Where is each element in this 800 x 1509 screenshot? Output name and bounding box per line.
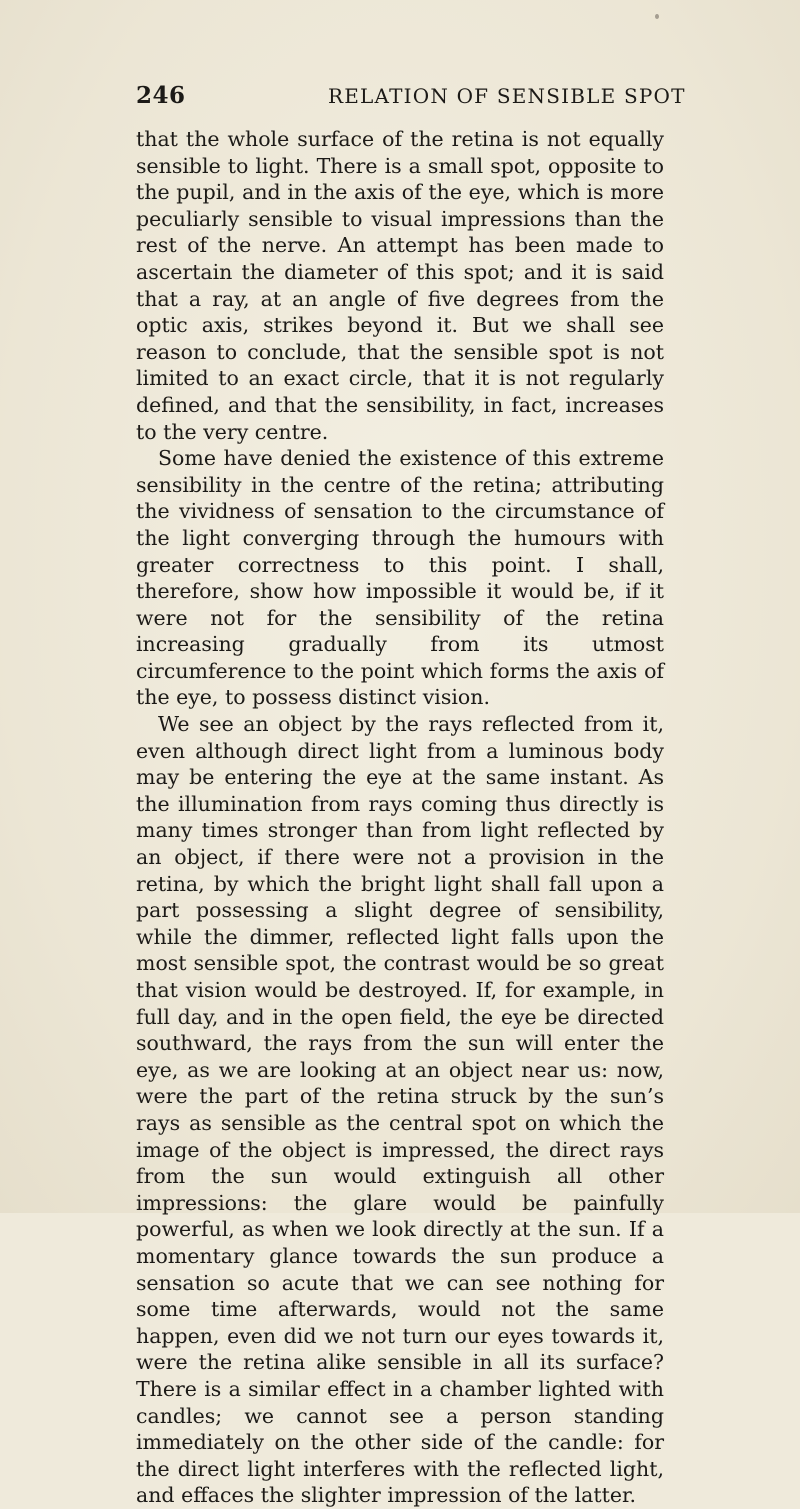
page-speck xyxy=(655,14,659,19)
paragraph-3: We see an object by the rays reflected from it, even although direct light from a luminous body may be entering the eye at the same instant. As the illumination from rays coming thus directly is many times stronger than from light reflected by an object, if there were not a provision in the retina, by which the bright light shall fall upon a part possessing a slight degree of sensibility, while the dimmer, reflected light falls upon the most sensible spot, the contrast would be so great that vision would be destroyed. If, for example, in full day, and in the open field, the eye be directed southward, the rays from the sun will enter the eye, as we are looking at an object near us: now, were the part of the retina struck by the sun’s rays as sensible as the central spot on which the image of the object is impressed, the direct rays from the sun would extinguish all other impressions: the glare would be painfully powerful, as when we look directly at the sun. If a momentary glance towards the sun produce a sensation so acute that we can see nothing for some time afterwards, would not the same happen, even did we not turn our eyes towards it, were the retina alike sensible in all its surface? There is a similar effect in a chamber lighted with candles; we cannot see a person standing immediately on the other side of the candle: for the direct light interferes with the reflected light, and effaces the slighter impression of the latter. xyxy=(136,712,664,1508)
running-head: RELATION OF SENSIBLE SPOT xyxy=(328,84,686,108)
body-text xyxy=(136,126,664,1509)
page-header xyxy=(136,82,686,116)
page-number: 246 xyxy=(136,82,186,109)
paragraph-2: Some have denied the existence of this extreme sensibility in the centre of the retina; attributing the vividness of sensation to the circumstance of the light converging through the humours with greater correctness to this point. I shall, therefore, show how impossible it would be, if it were not for the sensibility of the retina increasing gradually from its utmost circumference to the point which forms the axis of the eye, to possess distinct vision. xyxy=(136,446,664,710)
paragraph-1: that the whole surface of the retina is not equally sensible to light. There is a small spot, opposite to the pupil, and in the axis of the eye, which is more peculiarly sensible to visual impressions than the rest of the nerve. An attempt has been made to ascertain the diameter of this spot; and it is said that a ray, at an angle of five degrees from the optic axis, strikes beyond it. But we shall see reason to conclude, that the sensible spot is not limited to an exact circle, that it is not regularly defined, and that the sensibility, in fact, increases to the very centre. xyxy=(136,127,664,444)
